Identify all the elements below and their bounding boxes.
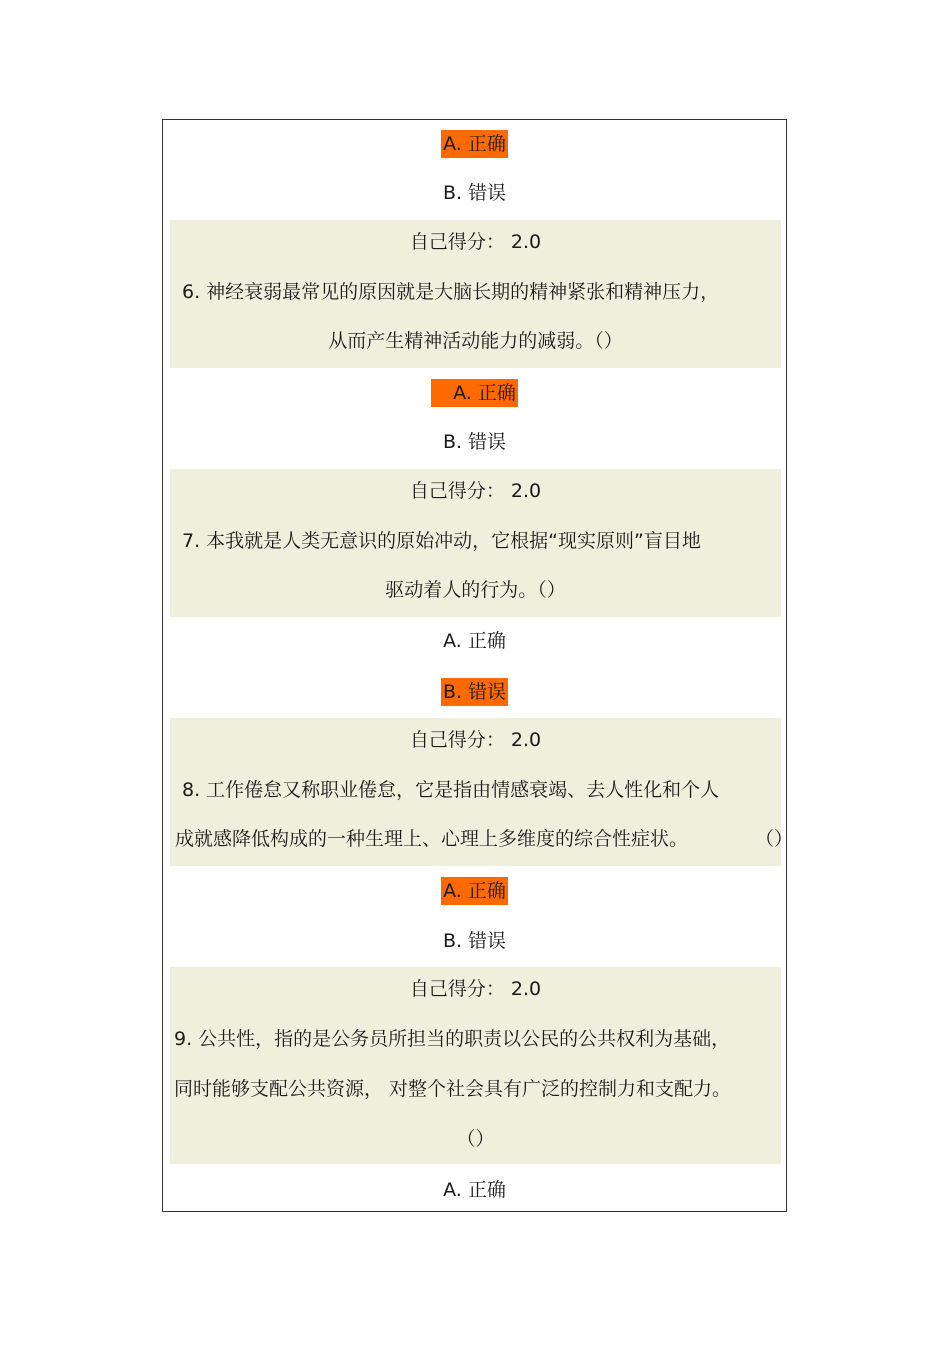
question-7-line-2: 驱动着人的行为。（） xyxy=(385,579,566,601)
answer-highlight: B. 错误 xyxy=(441,678,508,706)
question-6-line-2: 从而产生精神活动能力的减弱。（） xyxy=(328,330,623,352)
question-8-line-1: 8. 工作倦怠又称职业倦怠，它是指由情感衰竭、去人性化和个人 xyxy=(182,779,720,801)
option-a-selected[interactable] xyxy=(163,130,786,158)
option-a[interactable]: A. 正确 xyxy=(443,1179,506,1201)
option-b[interactable]: B. 错误 xyxy=(442,431,507,453)
score-label: 自己得分： 2.0 xyxy=(409,729,542,751)
option-b[interactable]: B. 错误 xyxy=(442,182,507,204)
option-a[interactable]: A. 正确 xyxy=(443,630,506,652)
question-9-line-1: 9. 公共性，指的是公务员所担当的职责以公民的公共权利为基础， xyxy=(174,1028,731,1050)
question-band-8 xyxy=(170,718,794,866)
score-label: 自己得分： 2.0 xyxy=(409,480,542,502)
question-6-line-1: 6. 神经衰弱最常见的原因就是大脑长期的精神紧张和精神压力， xyxy=(182,281,720,303)
option-b-selected[interactable] xyxy=(163,678,786,706)
question-8-line-2: 成就感降低构成的一种生理上、心理上多维度的综合性症状。 xyxy=(175,828,689,850)
option-a-selected[interactable] xyxy=(163,877,786,905)
option-a-selected[interactable] xyxy=(163,379,786,407)
score-label: 自己得分： 2.0 xyxy=(409,978,542,1000)
answer-highlight: A. 正确 xyxy=(431,379,518,407)
question-7-line-1: 7. 本我就是人类无意识的原始冲动，它根据“现实原则”盲目地 xyxy=(182,530,701,552)
answer-highlight: A. 正确 xyxy=(441,130,508,158)
answer-parentheses: （） xyxy=(755,828,794,850)
question-band-7 xyxy=(170,469,781,617)
question-band-6 xyxy=(170,220,781,368)
question-table xyxy=(162,119,794,1212)
question-9-line-3: （） xyxy=(456,1128,495,1150)
answer-highlight: A. 正确 xyxy=(441,877,508,905)
score-label: 自己得分： 2.0 xyxy=(409,231,542,253)
question-band-9 xyxy=(170,967,781,1164)
option-b[interactable]: B. 错误 xyxy=(442,930,507,952)
question-9-line-2: 同时能够支配公共资源， 对整个社会具有广泛的控制力和支配力。 xyxy=(174,1078,732,1100)
